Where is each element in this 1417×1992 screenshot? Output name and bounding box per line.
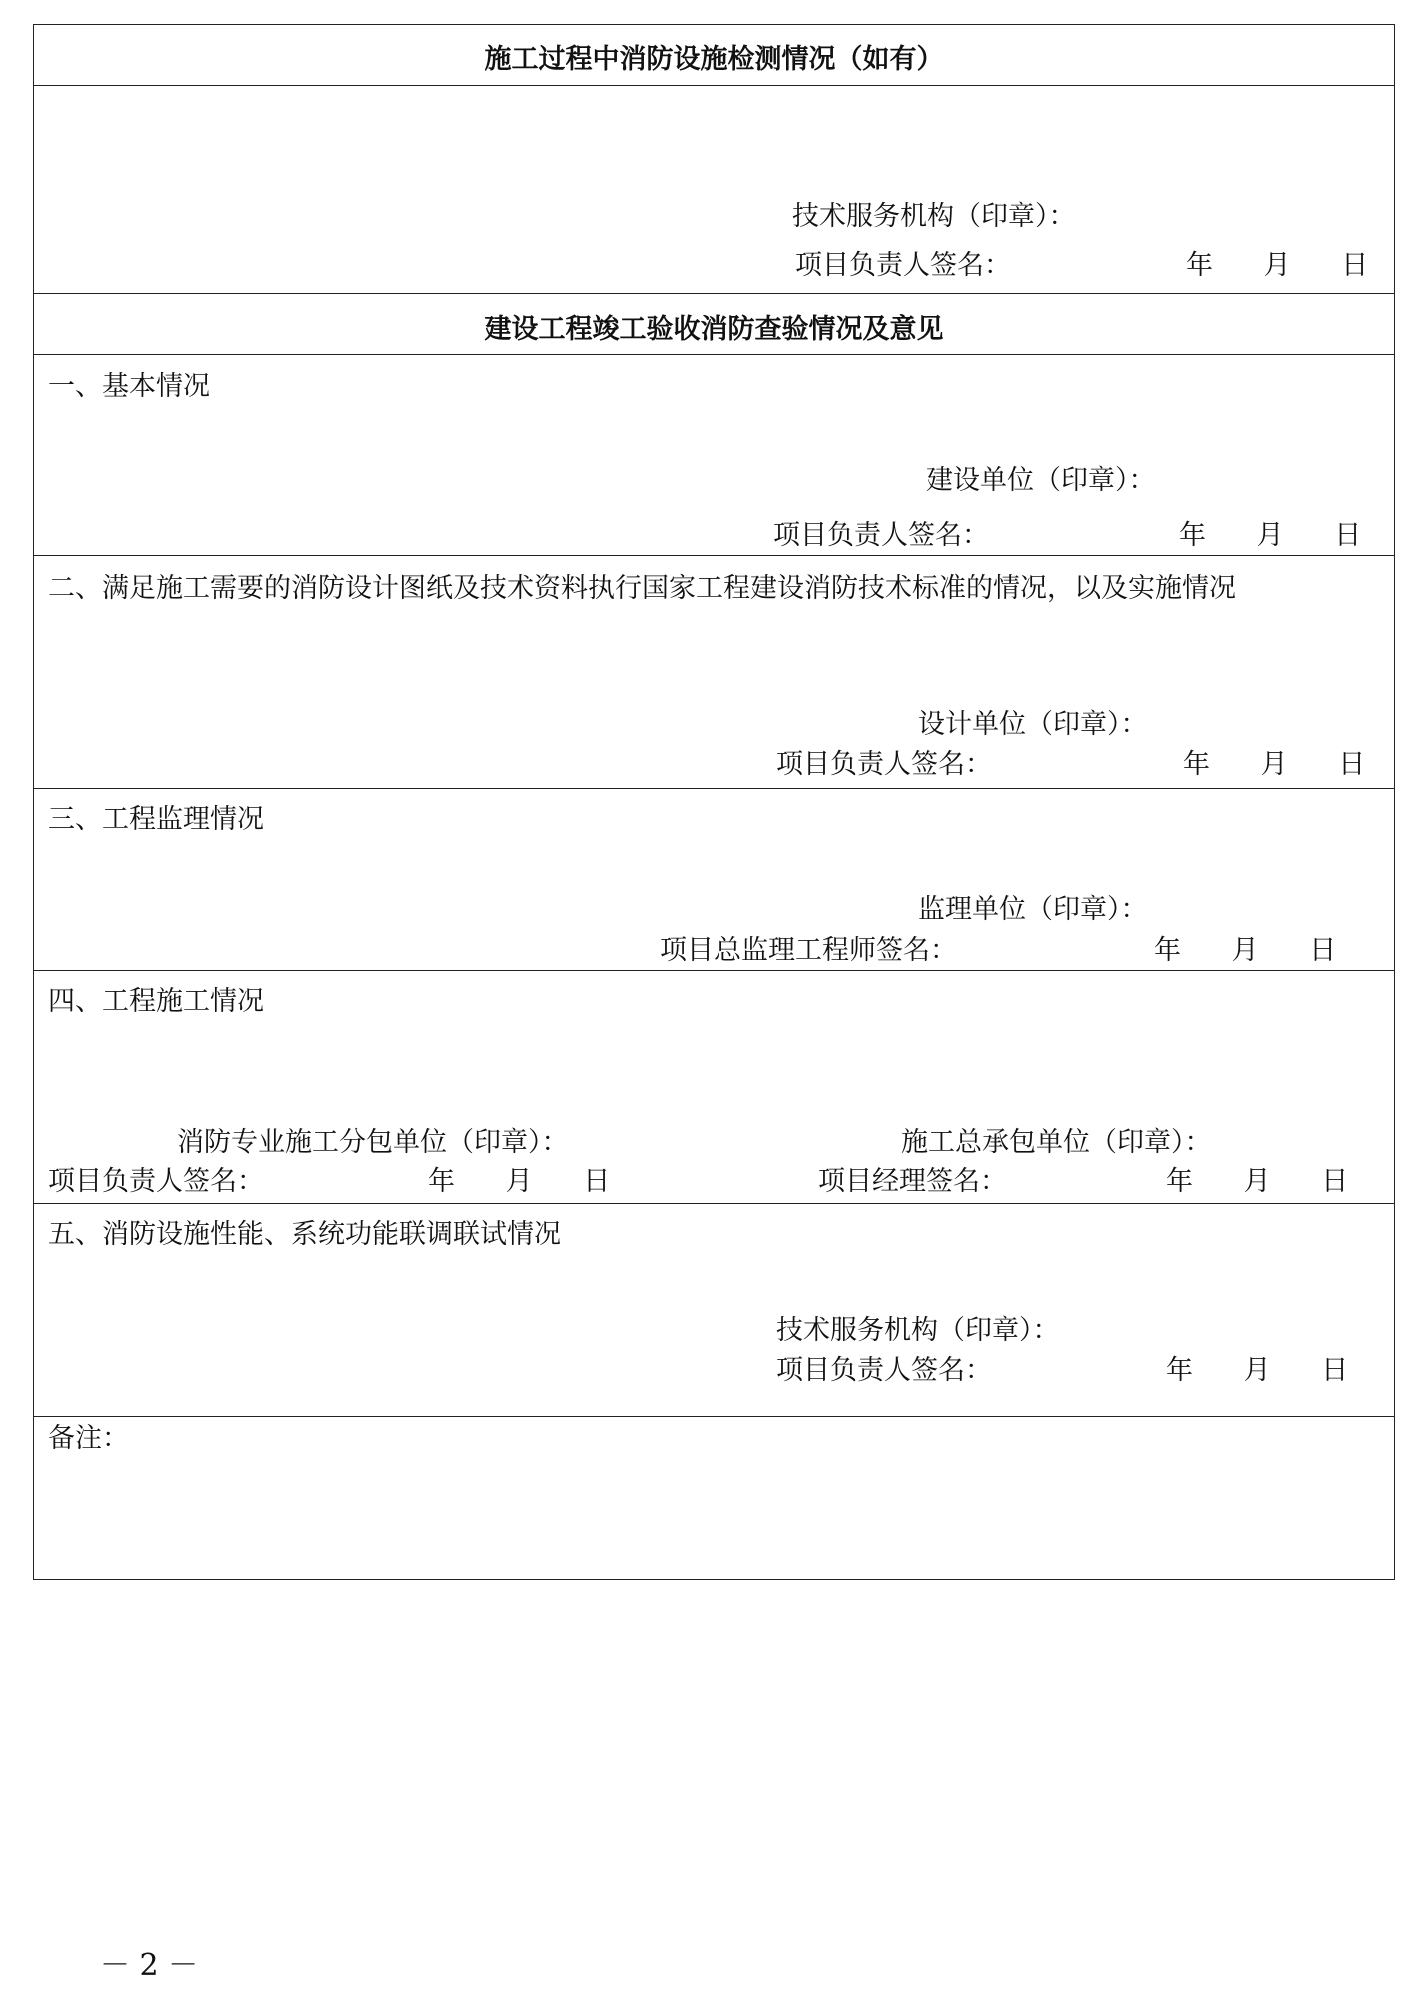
date-month: 月 [1243, 1166, 1271, 1197]
part4-subcontractor-date [428, 1168, 610, 1195]
row-divider [33, 555, 1395, 556]
row-divider [33, 85, 1395, 86]
date-year: 年 [1183, 749, 1210, 780]
date-year: 年 [1186, 250, 1213, 281]
part2-date [1183, 751, 1365, 778]
part2-sign-label: 项目负责人签名： [776, 749, 992, 780]
inspection-org-seal-label: 技术服务机构（印章）： [792, 201, 1076, 232]
date-month: 月 [1260, 749, 1288, 780]
inspection-sign-label: 项目负责人签名： [795, 250, 1011, 281]
date-year: 年 [1166, 1355, 1193, 1386]
date-year: 年 [1166, 1166, 1193, 1197]
row-divider [33, 788, 1395, 789]
date-month: 月 [505, 1166, 533, 1197]
part1-sign-label: 项目负责人签名： [773, 520, 989, 551]
row-divider [33, 1416, 1395, 1417]
part4-general-contractor-sign-label: 项目经理签名： [818, 1166, 1007, 1197]
row-divider [33, 970, 1395, 971]
row-divider [33, 1203, 1395, 1204]
part4-subcontractor-sign-label: 项目负责人签名： [48, 1166, 264, 1197]
inspection-date [1186, 252, 1368, 279]
date-day: 日 [1334, 520, 1362, 551]
date-year: 年 [1179, 520, 1206, 551]
date-day: 日 [1309, 935, 1337, 966]
part3-date [1154, 937, 1336, 964]
part3-org-seal-label: 监理单位（印章）： [918, 894, 1148, 925]
part5-sign-label: 项目负责人签名： [776, 1355, 992, 1386]
part3-heading: 三、工程监理情况 [48, 804, 264, 835]
acceptance-section-title: 建设工程竣工验收消防查验情况及意见 [484, 314, 944, 345]
part3-sign-label: 项目总监理工程师签名： [660, 935, 957, 966]
part5-date [1166, 1357, 1348, 1384]
part4-general-contractor-date [1166, 1168, 1348, 1195]
part4-heading: 四、工程施工情况 [48, 986, 264, 1017]
part4-subcontractor-seal-label: 消防专业施工分包单位（印章）： [177, 1127, 569, 1158]
date-month: 月 [1231, 935, 1259, 966]
date-day: 日 [1321, 1166, 1349, 1197]
part5-heading: 五、消防设施性能、系统功能联调联试情况 [48, 1219, 561, 1250]
part2-org-seal-label: 设计单位（印章）： [918, 709, 1148, 740]
remarks-label: 备注： [48, 1423, 129, 1454]
part1-date [1179, 522, 1361, 549]
date-day: 日 [1321, 1355, 1349, 1386]
date-month: 月 [1256, 520, 1284, 551]
date-year: 年 [1154, 935, 1181, 966]
part2-heading: 二、满足施工需要的消防设计图纸及技术资料执行国家工程建设消防技术标准的情况，以及实施情况 [48, 573, 1236, 604]
row-divider [33, 354, 1395, 355]
date-year: 年 [428, 1166, 455, 1197]
row-divider [33, 293, 1395, 294]
date-day: 日 [583, 1166, 611, 1197]
part1-org-seal-label: 建设单位（印章）： [926, 465, 1156, 496]
part1-heading: 一、基本情况 [48, 371, 210, 402]
page-number: － 2 － [100, 1948, 199, 1983]
part5-org-seal-label: 技术服务机构（印章）： [776, 1315, 1060, 1346]
inspection-section-title: 施工过程中消防设施检测情况（如有） [484, 44, 944, 75]
part4-general-contractor-seal-label: 施工总承包单位（印章）： [901, 1127, 1212, 1158]
date-day: 日 [1341, 250, 1369, 281]
date-day: 日 [1338, 749, 1366, 780]
date-month: 月 [1243, 1355, 1271, 1386]
date-month: 月 [1263, 250, 1291, 281]
